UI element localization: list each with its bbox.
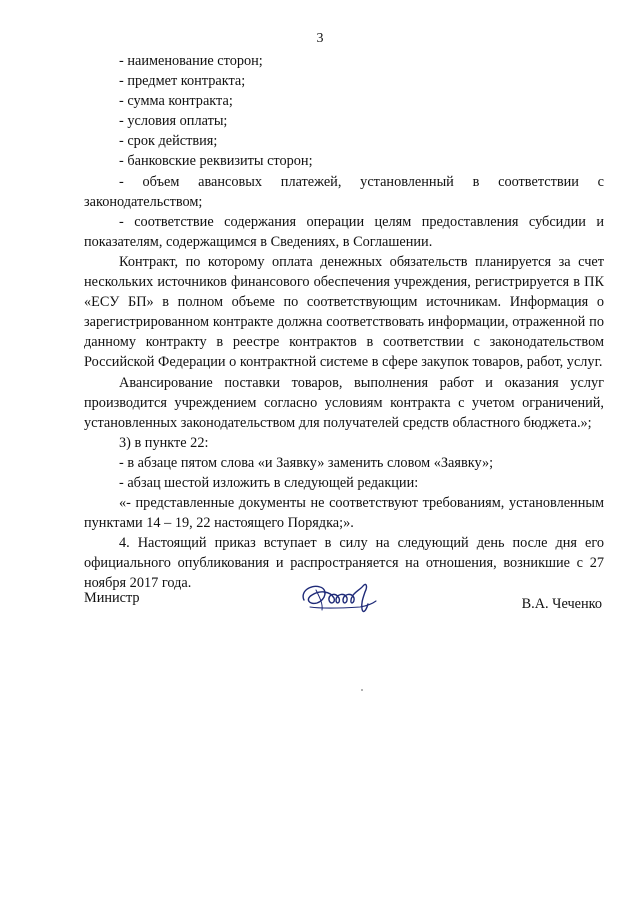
list-item: - срок действия; bbox=[119, 133, 218, 150]
position-title: Министр bbox=[84, 590, 140, 606]
list-item: - объем авансовых платежей, установленный в соответствии с законодательством; bbox=[84, 173, 604, 210]
page-number: 3 bbox=[316, 31, 324, 46]
list-item: - соответствие содержания операции целям предоставления субсидии и показателям, содержащимся в Сведениях, в Соглашении. bbox=[84, 213, 604, 250]
list-item: - условия оплаты; bbox=[119, 113, 228, 130]
amendment-quote: «- представленные документы не соответствуют требованиям, установленным пунктами 14 – 19, 22 настоящего Порядка;». bbox=[84, 495, 604, 532]
handwritten-signature bbox=[296, 578, 380, 620]
contract-registration-paragraph: Контракт, по которому оплата денежных обязательств планируется за счет нескольких источников финансового обеспечения учреждения, регистрируется в ПК «ЕСУ БП» в полном объеме по соответствующим источникам. Информация о зарегистрированном контракте должна соответствовать информации, отраженной по данному контракту в реестре контрактов в соответствии с законодательством Российской Федерации о контрактной системе в сфере закупок товаров, работ, услуг. bbox=[84, 253, 604, 371]
document-body bbox=[84, 51, 604, 594]
list-item: - наименование сторон; bbox=[119, 53, 263, 69]
list-item: - сумма контракта; bbox=[119, 93, 233, 110]
list-item: - предмет контракта; bbox=[119, 73, 246, 90]
amendment-item: - в абзаце пятом слова «и Заявку» заменить словом «Заявку»; bbox=[119, 454, 494, 471]
signature-block bbox=[84, 586, 604, 626]
advance-payment-paragraph: Авансирование поставки товаров, выполнения работ и оказания услуг производится учреждением согласно условиям контракта с учетом ограничений, установленных законодательством для получателей средств областного бюджета.»; bbox=[84, 374, 604, 431]
effective-date-paragraph: 4. Настоящий приказ вступает в силу на следующий день после дня его официального опубликования и распространяется на отношения, возникшие с 27 ноября 2017 года. bbox=[84, 535, 604, 592]
scan-artifact bbox=[361, 689, 363, 691]
amendment-point-22: 3) в пункте 22: bbox=[119, 434, 209, 451]
list-item: - банковские реквизиты сторон; bbox=[119, 153, 313, 170]
amendment-item: - абзац шестой изложить в следующей редакции: bbox=[119, 474, 419, 491]
signer-name: В.А. Чеченко bbox=[521, 596, 602, 612]
